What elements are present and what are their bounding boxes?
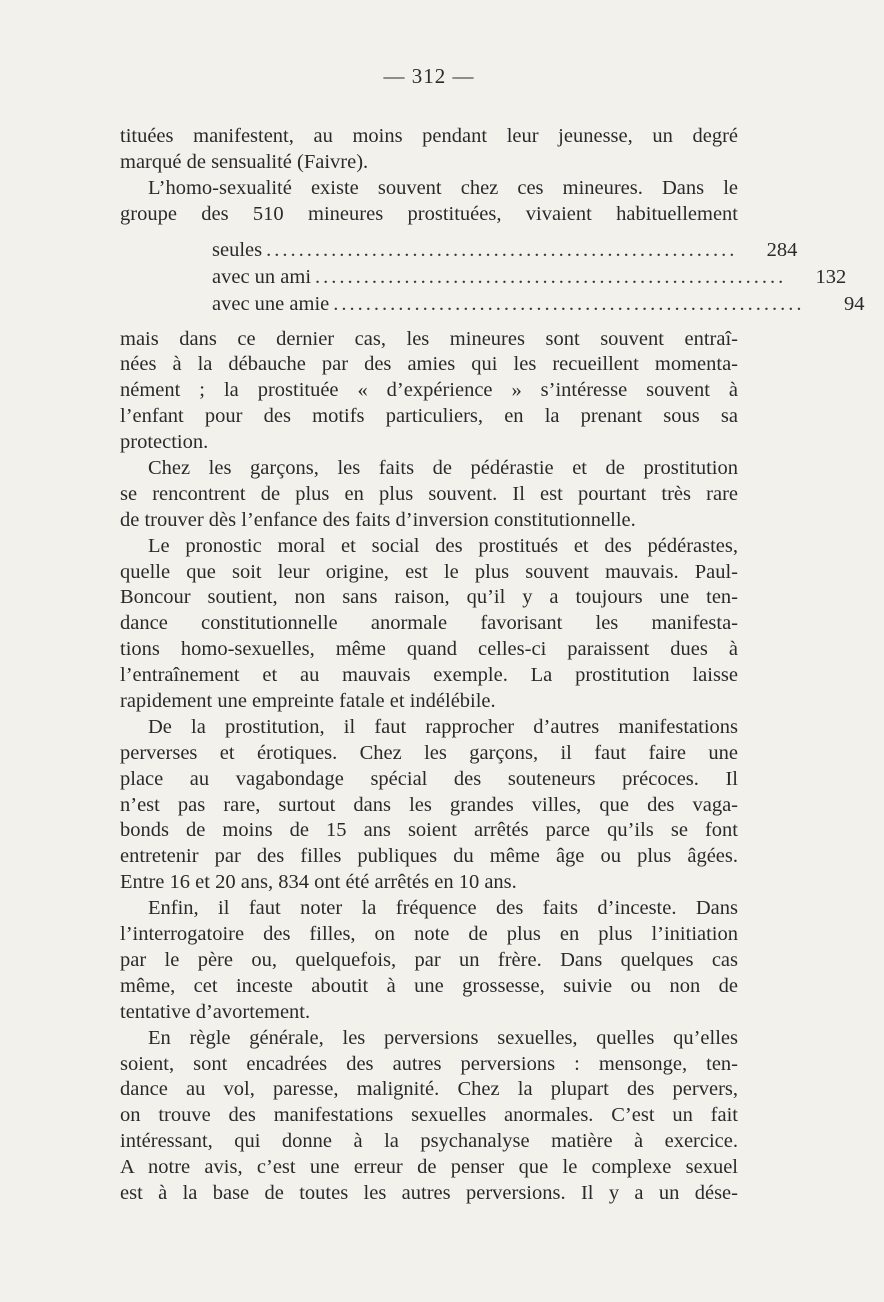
text-line: tituées manifestent, au moins pendant leur jeunesse, un degré [120,125,738,147]
table-row [212,237,798,264]
text-line: par le père ou, quelquefois, par un frère. Dans quelques cas [120,948,738,971]
text-line: A notre avis, c’est une erreur de penser que le complexe sexuel [120,1156,738,1179]
text-line: dance constitutionnelle anormale favorisant les manifesta- [120,612,738,635]
text-line: Boncour soutient, non sans raison, qu’il y a toujours une ten- [120,586,738,609]
text-line: protection. [120,431,209,454]
paragraph [120,124,738,176]
text-line: intéressant, qui donne à la psychanalyse matière à exercice. [120,1130,738,1153]
statistics-table [212,237,865,318]
text-line: L’homo-sexualité existe souvent chez ces mineures. Dans le [148,176,738,199]
text-line: soient, sont encadrées des autres perversions : mensonge, ten- [120,1052,738,1075]
table-row [212,264,847,291]
page-number: — 312 — [383,64,475,88]
paragraph [120,896,738,1025]
leader-dots: .......................................................... [333,292,805,315]
text-line: l’interrogatoire des filles, on note de plus en plus l’initiation [120,923,738,946]
text-line: Le pronostic moral et social des prostitués et des pédérastes, [148,534,738,557]
text-line: marqué de sensualité (Faivre). [120,150,369,173]
text-line: mais dans ce dernier cas, les mineures sont souvent entraî- [120,327,738,350]
text-line: De la prostitution, il faut rapprocher d’autres manifestations [148,715,738,738]
table-row-label: avec une amie [212,292,330,315]
book-page [120,62,865,1207]
text-line: n’est pas rare, surtout dans les grandes villes, que des vaga- [120,793,738,816]
text-line: tions homo-sexuelles, même quand celles-ci paraissent dues à [120,638,738,661]
table-row-value: 132 [815,265,847,288]
paragraph [120,327,738,456]
paragraph [120,534,738,715]
table-row [212,291,865,318]
text-line: l’entraînement et au mauvais exemple. La prostitution laisse [120,664,738,687]
paragraph [120,456,738,534]
text-line: se rencontrent de plus en plus souvent. Il est pourtant très rare [120,482,738,505]
text-line: nées à la débauche par des amies qui les recueillent momenta- [120,353,738,376]
text-line: entretenir par des filles publiques du même âge ou plus âgées. [120,845,738,868]
text-line: bonds de moins de 15 ans soient arrêtés parce qu’ils se font [120,819,738,842]
paragraph [120,1026,738,1207]
table-row-label: avec un ami [212,265,312,288]
table-row-value: 94 [843,292,865,315]
paragraph [120,176,738,228]
text-line: perverses et érotiques. Chez les garçons, il faut faire une [120,741,738,764]
text-line: nément ; la prostituée « d’expérience » s’intéresse souvent à [120,379,738,402]
leader-dots: .......................................................... [266,238,738,261]
text-line: Enfin, il faut noter la fréquence des faits d’inceste. Dans [148,897,738,920]
text-line: En règle générale, les perversions sexuelles, quelles qu’elles [148,1026,738,1049]
text-line: groupe des 510 mineures prostituées, vivaient habituellement [120,202,738,225]
text-line: l’enfant pour des motifs particuliers, en la prenant sous sa [120,405,738,428]
leader-dots: .......................................................... [315,265,787,288]
table-row-value: 284 [766,238,798,261]
paragraph [120,715,738,896]
text-line: quelle que soit leur origine, est le plus souvent mauvais. Paul- [120,560,738,583]
text-line: est à la base de toutes les autres perversions. Il y a un dése- [120,1181,738,1204]
text-line: dance au vol, paresse, malignité. Chez la plupart des pervers, [120,1078,738,1101]
text-line: place au vagabondage spécial des souteneurs précoces. Il [120,767,738,790]
text-line: même, cet inceste aboutit à une grossesse, suivie ou non de [120,974,738,997]
text-line: Chez les garçons, les faits de pédérastie et de prostitution [148,457,738,480]
table-row-label: seules [212,238,263,261]
text-line: on trouve des manifestations sexuelles anormales. C’est un fait [120,1104,738,1127]
text-line: tentative d’avortement. [120,1000,311,1023]
text-line: Entre 16 et 20 ans, 834 ont été arrêtés en 10 ans. [120,871,517,894]
text-line: rapidement une empreinte fatale et indélébile. [120,690,496,713]
text-line: de trouver dès l’enfance des faits d’inversion constitutionnelle. [120,508,636,531]
